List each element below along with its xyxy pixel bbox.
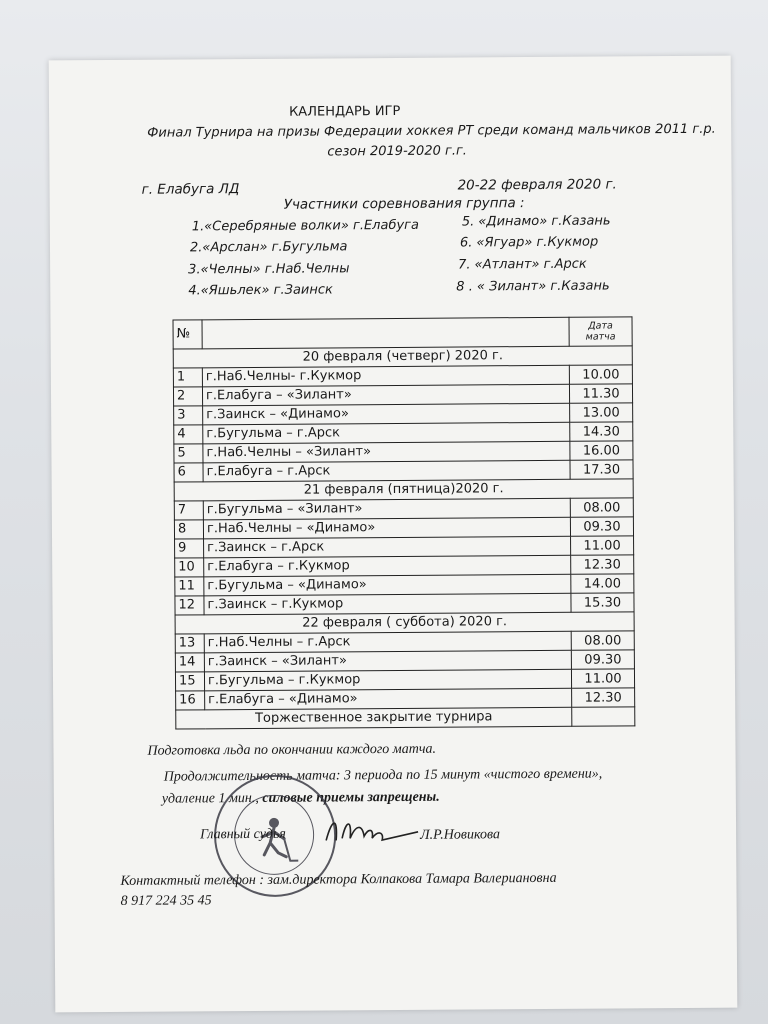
doc-subtitle: Финал Турнира на призы Федерации хоккея РТ среди команд мальчиков 2011 г.р. bbox=[147, 121, 716, 141]
team-item: 3.«Челны» г.Наб.Челны bbox=[188, 261, 350, 278]
team-item: 4.«Яшьлек» г.Заинск bbox=[188, 282, 333, 299]
match-teams: г.Бугульма – г.Арск bbox=[203, 422, 570, 444]
doc-season: сезон 2019-2020 г.г. bbox=[327, 143, 467, 160]
match-time: 14.00 bbox=[571, 574, 634, 593]
note-power-text: силовые приемы запрещены. bbox=[262, 789, 440, 806]
participants-heading: Участники соревнования группа : bbox=[283, 195, 525, 213]
event-dates: 20-22 февраля 2020 г. bbox=[457, 176, 617, 194]
match-time: 16.00 bbox=[570, 441, 633, 460]
match-time: 17.30 bbox=[570, 460, 633, 479]
match-teams: г.Заинск – г.Арск bbox=[204, 536, 571, 558]
contact-phone: 8 917 224 35 45 bbox=[120, 893, 212, 909]
note-duration: Продолжительность матча: 3 периода по 15 минут «чистого времени», bbox=[163, 766, 603, 785]
match-time: 08.00 bbox=[570, 498, 633, 517]
judge-label: Главный судья bbox=[200, 826, 286, 843]
match-time: 09.30 bbox=[570, 517, 633, 536]
match-num: 14 bbox=[175, 653, 204, 672]
day-label: 21 февраля (пятница)2020 г. bbox=[174, 479, 633, 501]
match-time: 12.30 bbox=[571, 555, 634, 574]
header-date: Дата матча bbox=[569, 317, 632, 346]
match-time: 13.00 bbox=[570, 403, 633, 422]
match-time: 14.30 bbox=[570, 422, 633, 441]
match-teams: г.Елабуга – г.Кукмор bbox=[204, 555, 571, 577]
match-teams: г.Заинск – г.Кукмор bbox=[204, 593, 571, 615]
table-header-row bbox=[173, 317, 632, 349]
document-page bbox=[49, 56, 738, 1013]
match-num: 11 bbox=[175, 577, 204, 596]
schedule-table bbox=[172, 316, 635, 729]
match-num: 8 bbox=[174, 520, 203, 539]
header-num: № bbox=[173, 320, 202, 349]
match-teams: г.Наб.Челны – г.Арск bbox=[204, 631, 571, 653]
match-num: 12 bbox=[175, 596, 204, 615]
match-time: 11.00 bbox=[571, 669, 634, 688]
closing-row bbox=[176, 707, 635, 729]
match-teams: г.Наб.Челны – «Динамо» bbox=[203, 517, 570, 539]
match-time: 15.30 bbox=[571, 593, 634, 612]
match-num: 15 bbox=[175, 672, 204, 691]
match-num: 9 bbox=[175, 539, 204, 558]
day-label: 20 февраля (четверг) 2020 г. bbox=[173, 346, 632, 368]
match-num: 2 bbox=[173, 387, 202, 406]
match-teams: г.Наб.Челны- г.Кукмор bbox=[202, 365, 569, 387]
match-teams: г.Бугульма – г.Кукмор bbox=[204, 669, 571, 691]
venue: г. Елабуга ЛД bbox=[141, 181, 240, 198]
note-ice: Подготовка льда по окончании каждого матча. bbox=[147, 741, 437, 759]
match-time: 08.00 bbox=[571, 631, 634, 650]
match-teams: г.Бугульма – «Зилант» bbox=[203, 498, 570, 520]
judge-name: Л.Р.Новикова bbox=[420, 827, 500, 843]
day-label: 22 февраля ( суббота) 2020 г. bbox=[175, 612, 634, 634]
team-item: 2.«Арслан» г.Бугульма bbox=[189, 239, 348, 256]
match-time: 12.30 bbox=[572, 688, 635, 707]
match-teams: г.Елабуга – г.Арск bbox=[203, 460, 570, 482]
match-time: 09.30 bbox=[571, 650, 634, 669]
match-teams: г.Наб.Челны – «Зилант» bbox=[203, 441, 570, 463]
match-num: 16 bbox=[176, 691, 205, 710]
match-num: 5 bbox=[174, 444, 203, 463]
match-teams: г.Бугульма – «Динамо» bbox=[204, 574, 571, 596]
match-num: 4 bbox=[174, 425, 203, 444]
match-teams: г.Елабуга – «Зилант» bbox=[202, 384, 569, 406]
signature-icon bbox=[322, 810, 422, 851]
contact-line: Контактный телефон : зам.директора Колпакова Тамара Валериановна bbox=[120, 870, 557, 889]
team-item: 7. «Атлант» г.Арск bbox=[458, 256, 587, 273]
match-num: 10 bbox=[175, 558, 204, 577]
header-match bbox=[202, 317, 569, 349]
team-item: 8 . « Зилант» г.Казань bbox=[456, 278, 610, 295]
match-num: 1 bbox=[173, 368, 202, 387]
team-item: 5. «Динамо» г.Казань bbox=[461, 213, 611, 230]
match-num: 13 bbox=[175, 634, 204, 653]
match-teams: г.Заинск – «Динамо» bbox=[203, 403, 570, 425]
match-time: 10.00 bbox=[569, 365, 632, 384]
team-item: 1.«Серебряные волки» г.Елабуга bbox=[191, 217, 419, 235]
match-num: 3 bbox=[174, 406, 203, 425]
note-penalty-text: удаление 1 мин., bbox=[161, 790, 259, 807]
doc-title: КАЛЕНДАРЬ ИГР bbox=[289, 103, 401, 120]
closing-label: Торжественное закрытие турнира bbox=[176, 707, 572, 729]
closing-empty bbox=[572, 707, 635, 726]
team-item: 6. «Ягуар» г.Кукмор bbox=[459, 234, 599, 251]
match-time: 11.30 bbox=[569, 384, 632, 403]
match-teams: г.Елабуга – «Динамо» bbox=[205, 688, 572, 710]
match-teams: г.Заинск – «Зилант» bbox=[204, 650, 571, 672]
match-time: 11.00 bbox=[571, 536, 634, 555]
match-num: 6 bbox=[174, 463, 203, 482]
match-num: 7 bbox=[174, 501, 203, 520]
